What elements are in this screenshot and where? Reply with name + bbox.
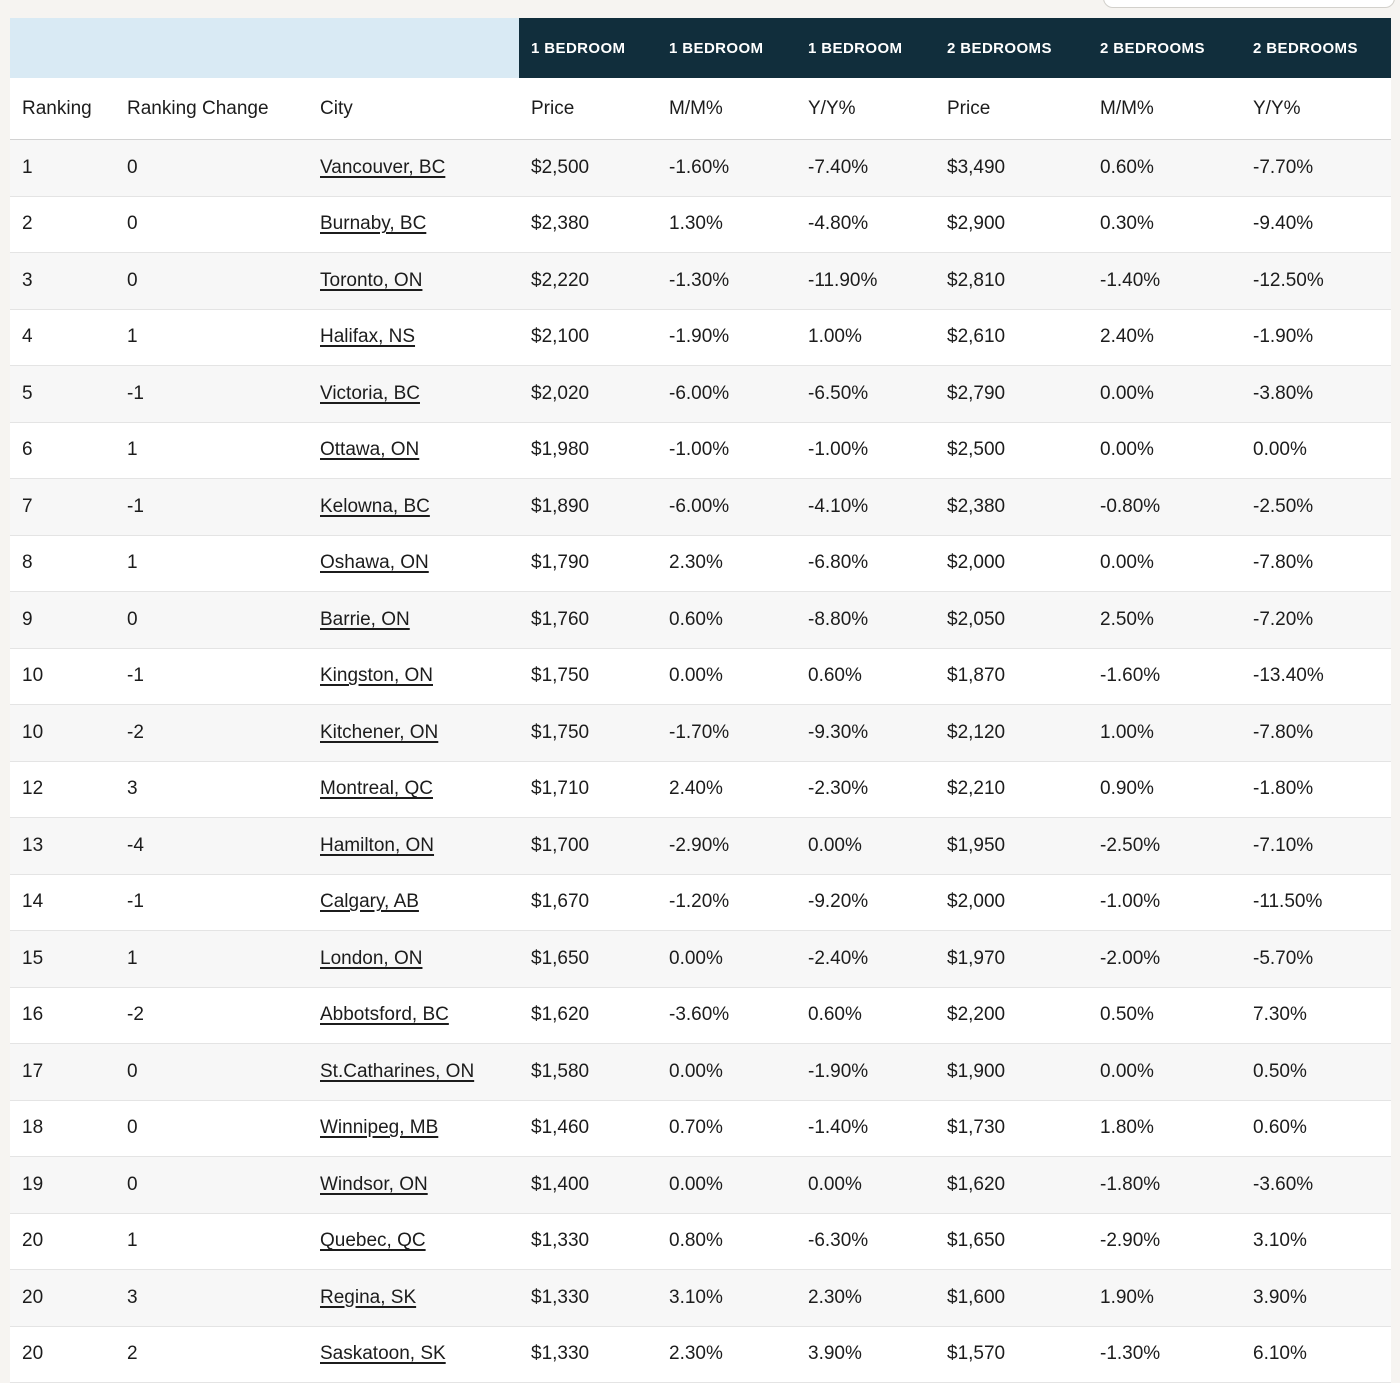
table-row xyxy=(10,987,1391,1044)
ranking-cell: 17 xyxy=(22,1060,44,1082)
br1-yy-cell: -11.90% xyxy=(808,269,878,291)
city-link[interactable]: Toronto, ON xyxy=(320,269,423,291)
br2-price-cell: $1,900 xyxy=(947,1060,1006,1082)
br2-mm-cell: -2.00% xyxy=(1100,947,1161,969)
city-cell xyxy=(308,1004,519,1026)
table-row xyxy=(10,196,1391,253)
br1-price-cell: $1,750 xyxy=(531,721,590,743)
br2-mm-cell: 2.50% xyxy=(1100,608,1154,630)
table-row xyxy=(10,591,1391,648)
br2-price-cell: $1,600 xyxy=(947,1286,1006,1308)
br2-mm-cell: 0.00% xyxy=(1100,439,1154,461)
br2-yy-cell: 0.60% xyxy=(1253,1117,1307,1139)
table-group-header xyxy=(10,18,1391,78)
table-column-header-row xyxy=(10,78,1391,140)
br2-yy-cell: 3.90% xyxy=(1253,1286,1307,1308)
br2-price-cell: $2,810 xyxy=(947,269,1006,291)
br1-mm-cell: -6.00% xyxy=(669,382,730,404)
br1-price-cell: $1,750 xyxy=(531,665,590,687)
ranking-change-cell: 3 xyxy=(127,1286,138,1308)
ranking-cell: 10 xyxy=(22,665,44,687)
br2-yy-cell: -5.70% xyxy=(1253,947,1314,969)
br1-price-cell: $1,330 xyxy=(531,1230,590,1252)
group-header-2br-yy: 2 BEDROOMS xyxy=(1241,18,1391,78)
br1-yy-cell: -9.30% xyxy=(808,721,869,743)
br2-price-cell: $2,380 xyxy=(947,495,1006,517)
br1-yy-cell: -1.40% xyxy=(808,1117,869,1139)
br1-price-cell: $1,760 xyxy=(531,608,590,630)
group-header-1br-price: 1 BEDROOM xyxy=(519,18,657,78)
br1-mm-cell: -1.00% xyxy=(669,439,730,461)
br2-price-cell: $2,200 xyxy=(947,1004,1006,1026)
br1-price-cell: $2,380 xyxy=(531,213,590,235)
br2-price-cell: $1,620 xyxy=(947,1173,1006,1195)
city-link[interactable]: Saskatoon, SK xyxy=(320,1343,446,1365)
br2-yy-cell: 0.00% xyxy=(1253,439,1307,461)
br1-price-cell: $1,700 xyxy=(531,834,590,856)
column-header-ranking: Ranking xyxy=(22,97,92,119)
table-row xyxy=(10,1156,1391,1213)
br1-price-cell: $1,650 xyxy=(531,947,590,969)
table-row xyxy=(10,1100,1391,1157)
br1-yy-cell: 0.60% xyxy=(808,665,862,687)
ranking-change-cell: -2 xyxy=(127,721,144,743)
br1-yy-cell: -1.90% xyxy=(808,1060,869,1082)
br1-mm-cell: 0.00% xyxy=(669,947,723,969)
city-cell xyxy=(308,439,519,461)
ranking-change-cell: -1 xyxy=(127,665,144,687)
br1-price-cell: $2,500 xyxy=(531,156,590,178)
br2-mm-cell: -1.60% xyxy=(1100,665,1161,687)
city-link[interactable]: Abbotsford, BC xyxy=(320,1004,449,1026)
group-header-spacer xyxy=(10,18,519,78)
br1-mm-cell: 0.00% xyxy=(669,665,723,687)
city-link[interactable]: London, ON xyxy=(320,947,423,969)
br2-price-cell: $2,050 xyxy=(947,608,1006,630)
table-row xyxy=(10,478,1391,535)
br1-mm-cell: 2.30% xyxy=(669,552,723,574)
city-link[interactable]: Quebec, QC xyxy=(320,1230,426,1252)
br1-price-cell: $1,890 xyxy=(531,495,590,517)
br2-yy-cell: -3.60% xyxy=(1253,1173,1314,1195)
table-row xyxy=(10,309,1391,366)
table-row xyxy=(10,1213,1391,1270)
city-link[interactable]: Kelowna, BC xyxy=(320,495,430,517)
br2-mm-cell: -0.80% xyxy=(1100,495,1161,517)
table-row xyxy=(10,817,1391,874)
city-link[interactable]: Oshawa, ON xyxy=(320,552,429,574)
br1-yy-cell: -6.50% xyxy=(808,382,869,404)
city-cell xyxy=(308,1230,519,1252)
city-cell xyxy=(308,270,519,292)
city-cell xyxy=(308,552,519,574)
ranking-cell: 15 xyxy=(22,947,44,969)
br1-yy-cell: -6.30% xyxy=(808,1230,869,1252)
city-link[interactable]: Windsor, ON xyxy=(320,1173,428,1195)
city-cell xyxy=(308,1287,519,1309)
rent-report-table xyxy=(10,18,1391,1383)
br1-yy-cell: -7.40% xyxy=(808,156,869,178)
ranking-change-cell: 2 xyxy=(127,1343,138,1365)
br1-mm-cell: 0.00% xyxy=(669,1060,723,1082)
city-link[interactable]: Calgary, AB xyxy=(320,891,419,913)
br2-yy-cell: -1.80% xyxy=(1253,778,1314,800)
br1-mm-cell: -1.30% xyxy=(669,269,730,291)
br1-price-cell: $1,790 xyxy=(531,552,590,574)
br2-price-cell: $2,790 xyxy=(947,382,1006,404)
br1-price-cell: $1,400 xyxy=(531,1173,590,1195)
city-cell xyxy=(308,778,519,800)
br2-mm-cell: -1.40% xyxy=(1100,269,1161,291)
ranking-cell: 8 xyxy=(22,552,33,574)
city-link[interactable]: Barrie, ON xyxy=(320,608,410,630)
br1-yy-cell: -4.80% xyxy=(808,213,869,235)
br2-yy-cell: -1.90% xyxy=(1253,326,1314,348)
ranking-cell: 20 xyxy=(22,1230,44,1252)
ranking-change-cell: -1 xyxy=(127,495,144,517)
table-row xyxy=(10,1326,1391,1383)
city-link[interactable]: Winnipeg, MB xyxy=(320,1117,439,1139)
city-link[interactable]: St.Catharines, ON xyxy=(320,1060,475,1082)
br2-yy-cell: -2.50% xyxy=(1253,495,1314,517)
city-link[interactable]: Halifax, NS xyxy=(320,326,416,348)
city-link[interactable]: Montreal, QC xyxy=(320,778,433,800)
city-link[interactable]: Kingston, ON xyxy=(320,665,433,687)
ranking-cell: 2 xyxy=(22,213,33,235)
br2-price-cell: $3,490 xyxy=(947,156,1006,178)
br2-yy-cell: 0.50% xyxy=(1253,1060,1307,1082)
city-cell xyxy=(308,722,519,744)
br1-mm-cell: 0.80% xyxy=(669,1230,723,1252)
br1-mm-cell: 3.10% xyxy=(669,1286,723,1308)
br2-mm-cell: 0.30% xyxy=(1100,213,1154,235)
br2-price-cell: $2,120 xyxy=(947,721,1006,743)
br2-yy-cell: 7.30% xyxy=(1253,1004,1307,1026)
city-cell xyxy=(308,609,519,631)
ranking-change-cell: 0 xyxy=(127,213,138,235)
br1-mm-cell: -6.00% xyxy=(669,495,730,517)
table-row xyxy=(10,365,1391,422)
table-row xyxy=(10,1269,1391,1326)
ranking-change-cell: 1 xyxy=(127,1230,138,1252)
br2-price-cell: $1,570 xyxy=(947,1343,1006,1365)
br2-yy-cell: 6.10% xyxy=(1253,1343,1307,1365)
column-header-2br-mm: M/M% xyxy=(1100,97,1154,119)
br2-price-cell: $1,870 xyxy=(947,665,1006,687)
ranking-cell: 7 xyxy=(22,495,33,517)
br1-mm-cell: -1.90% xyxy=(669,326,730,348)
ranking-cell: 12 xyxy=(22,778,44,800)
city-link[interactable]: Regina, SK xyxy=(320,1286,417,1308)
table-body xyxy=(10,140,1391,1383)
ranking-cell: 4 xyxy=(22,326,33,348)
br2-mm-cell: 1.90% xyxy=(1100,1286,1154,1308)
table-row xyxy=(10,874,1391,931)
br2-yy-cell: -7.80% xyxy=(1253,552,1314,574)
br2-mm-cell: 1.00% xyxy=(1100,721,1154,743)
table-row xyxy=(10,1043,1391,1100)
column-header-1br-yy: Y/Y% xyxy=(808,97,856,119)
br1-yy-cell: 3.90% xyxy=(808,1343,862,1365)
br1-yy-cell: 0.00% xyxy=(808,834,862,856)
ranking-change-cell: -4 xyxy=(127,834,144,856)
br2-yy-cell: -11.50% xyxy=(1253,891,1323,913)
city-link[interactable]: Vancouver, BC xyxy=(320,156,446,178)
br2-mm-cell: 0.60% xyxy=(1100,156,1154,178)
br1-price-cell: $1,460 xyxy=(531,1117,590,1139)
group-header-1br-mm: 1 BEDROOM xyxy=(657,18,796,78)
group-header-1br-yy: 1 BEDROOM xyxy=(796,18,935,78)
br2-price-cell: $2,000 xyxy=(947,552,1006,574)
br2-yy-cell: -13.40% xyxy=(1253,665,1324,687)
ranking-change-cell: -2 xyxy=(127,1004,144,1026)
br1-yy-cell: -9.20% xyxy=(808,891,869,913)
br1-price-cell: $1,580 xyxy=(531,1060,590,1082)
group-header-2br-mm: 2 BEDROOMS xyxy=(1088,18,1241,78)
br2-yy-cell: -9.40% xyxy=(1253,213,1314,235)
br2-yy-cell: -12.50% xyxy=(1253,269,1324,291)
ranking-change-cell: 1 xyxy=(127,326,138,348)
ranking-cell: 5 xyxy=(22,382,33,404)
br2-yy-cell: -7.70% xyxy=(1253,156,1314,178)
br2-mm-cell: 1.80% xyxy=(1100,1117,1154,1139)
br2-yy-cell: -7.80% xyxy=(1253,721,1314,743)
ranking-change-cell: 1 xyxy=(127,552,138,574)
br1-yy-cell: -6.80% xyxy=(808,552,869,574)
br1-mm-cell: -2.90% xyxy=(669,834,730,856)
br1-price-cell: $1,710 xyxy=(531,778,590,800)
br1-yy-cell: 2.30% xyxy=(808,1286,862,1308)
city-cell xyxy=(308,1117,519,1139)
column-header-city: City xyxy=(320,97,353,119)
city-cell xyxy=(308,383,519,405)
br1-price-cell: $1,670 xyxy=(531,891,590,913)
city-cell xyxy=(308,835,519,857)
city-cell xyxy=(308,891,519,913)
city-link[interactable]: Victoria, BC xyxy=(320,382,420,404)
br1-yy-cell: 0.00% xyxy=(808,1173,862,1195)
search-input[interactable] xyxy=(1103,0,1395,8)
br1-mm-cell: -1.70% xyxy=(669,721,730,743)
br1-mm-cell: 0.60% xyxy=(669,608,723,630)
br2-mm-cell: 0.00% xyxy=(1100,552,1154,574)
city-cell xyxy=(308,213,519,235)
br1-price-cell: $1,330 xyxy=(531,1343,590,1365)
ranking-cell: 16 xyxy=(22,1004,44,1026)
br1-price-cell: $2,220 xyxy=(531,269,590,291)
br2-price-cell: $2,900 xyxy=(947,213,1006,235)
city-cell xyxy=(308,665,519,687)
table-row xyxy=(10,704,1391,761)
br2-mm-cell: -1.80% xyxy=(1100,1173,1161,1195)
city-cell xyxy=(308,948,519,970)
ranking-cell: 13 xyxy=(22,834,44,856)
city-cell xyxy=(308,1343,519,1365)
city-cell xyxy=(308,326,519,348)
br2-mm-cell: 0.00% xyxy=(1100,382,1154,404)
br1-mm-cell: -1.20% xyxy=(669,891,730,913)
city-cell xyxy=(308,496,519,518)
br2-yy-cell: -7.20% xyxy=(1253,608,1314,630)
br2-price-cell: $2,500 xyxy=(947,439,1006,461)
column-header-1br-price: Price xyxy=(531,97,575,119)
city-link[interactable]: Ottawa, ON xyxy=(320,439,420,461)
table-row xyxy=(10,930,1391,987)
br1-mm-cell: 2.30% xyxy=(669,1343,723,1365)
br1-mm-cell: 0.00% xyxy=(669,1173,723,1195)
city-cell xyxy=(308,1061,519,1083)
br1-mm-cell: -3.60% xyxy=(669,1004,730,1026)
ranking-change-cell: 0 xyxy=(127,156,138,178)
br1-yy-cell: -8.80% xyxy=(808,608,869,630)
table-row xyxy=(10,648,1391,705)
br1-yy-cell: 1.00% xyxy=(808,326,862,348)
br2-mm-cell: -1.00% xyxy=(1100,891,1161,913)
ranking-cell: 18 xyxy=(22,1117,44,1139)
column-header-ranking-change: Ranking Change xyxy=(127,97,269,119)
ranking-change-cell: -1 xyxy=(127,382,144,404)
ranking-change-cell: 1 xyxy=(127,947,138,969)
city-link[interactable]: Burnaby, BC xyxy=(320,213,427,235)
group-header-2br-price: 2 BEDROOMS xyxy=(935,18,1088,78)
br2-mm-cell: 2.40% xyxy=(1100,326,1154,348)
br1-yy-cell: -2.30% xyxy=(808,778,869,800)
ranking-change-cell: 0 xyxy=(127,269,138,291)
br2-price-cell: $1,970 xyxy=(947,947,1006,969)
city-cell xyxy=(308,1174,519,1196)
column-header-2br-yy: Y/Y% xyxy=(1253,97,1301,119)
br1-price-cell: $1,980 xyxy=(531,439,590,461)
br2-mm-cell: 0.00% xyxy=(1100,1060,1154,1082)
br2-yy-cell: -3.80% xyxy=(1253,382,1314,404)
table-row xyxy=(10,422,1391,479)
br1-mm-cell: 0.70% xyxy=(669,1117,723,1139)
ranking-cell: 6 xyxy=(22,439,33,461)
br2-mm-cell: 0.50% xyxy=(1100,1004,1154,1026)
br1-price-cell: $1,330 xyxy=(531,1286,590,1308)
br1-yy-cell: -4.10% xyxy=(808,495,869,517)
br1-mm-cell: 2.40% xyxy=(669,778,723,800)
ranking-change-cell: 0 xyxy=(127,608,138,630)
ranking-cell: 9 xyxy=(22,608,33,630)
br2-price-cell: $2,610 xyxy=(947,326,1006,348)
ranking-cell: 1 xyxy=(22,156,33,178)
ranking-change-cell: 0 xyxy=(127,1060,138,1082)
br2-price-cell: $1,950 xyxy=(947,834,1006,856)
br2-price-cell: $2,210 xyxy=(947,778,1006,800)
table-row xyxy=(10,535,1391,592)
ranking-change-cell: 3 xyxy=(127,778,138,800)
ranking-change-cell: 0 xyxy=(127,1173,138,1195)
ranking-cell: 14 xyxy=(22,891,44,913)
br1-price-cell: $2,100 xyxy=(531,326,590,348)
ranking-cell: 19 xyxy=(22,1173,44,1195)
br2-mm-cell: 0.90% xyxy=(1100,778,1154,800)
br2-mm-cell: -2.50% xyxy=(1100,834,1161,856)
br1-price-cell: $1,620 xyxy=(531,1004,590,1026)
ranking-cell: 10 xyxy=(22,721,44,743)
br1-yy-cell: 0.60% xyxy=(808,1004,862,1026)
ranking-change-cell: 0 xyxy=(127,1117,138,1139)
br2-yy-cell: 3.10% xyxy=(1253,1230,1307,1252)
ranking-change-cell: 1 xyxy=(127,439,138,461)
br1-mm-cell: -1.60% xyxy=(669,156,730,178)
br2-price-cell: $1,650 xyxy=(947,1230,1006,1252)
ranking-cell: 20 xyxy=(22,1343,44,1365)
br1-mm-cell: 1.30% xyxy=(669,213,723,235)
br2-yy-cell: -7.10% xyxy=(1253,834,1314,856)
br1-yy-cell: -2.40% xyxy=(808,947,869,969)
br2-mm-cell: -1.30% xyxy=(1100,1343,1161,1365)
table-row xyxy=(10,761,1391,818)
ranking-change-cell: -1 xyxy=(127,891,144,913)
column-header-2br-price: Price xyxy=(947,97,991,119)
br1-price-cell: $2,020 xyxy=(531,382,590,404)
column-header-1br-mm: M/M% xyxy=(669,97,723,119)
br2-mm-cell: -2.90% xyxy=(1100,1230,1161,1252)
city-link[interactable]: Hamilton, ON xyxy=(320,834,435,856)
br2-price-cell: $1,730 xyxy=(947,1117,1006,1139)
city-cell xyxy=(308,157,519,179)
table-row xyxy=(10,252,1391,309)
ranking-cell: 3 xyxy=(22,269,33,291)
city-link[interactable]: Kitchener, ON xyxy=(320,721,439,743)
table-row xyxy=(10,140,1391,196)
br2-price-cell: $2,000 xyxy=(947,891,1006,913)
ranking-cell: 20 xyxy=(22,1286,44,1308)
br1-yy-cell: -1.00% xyxy=(808,439,869,461)
